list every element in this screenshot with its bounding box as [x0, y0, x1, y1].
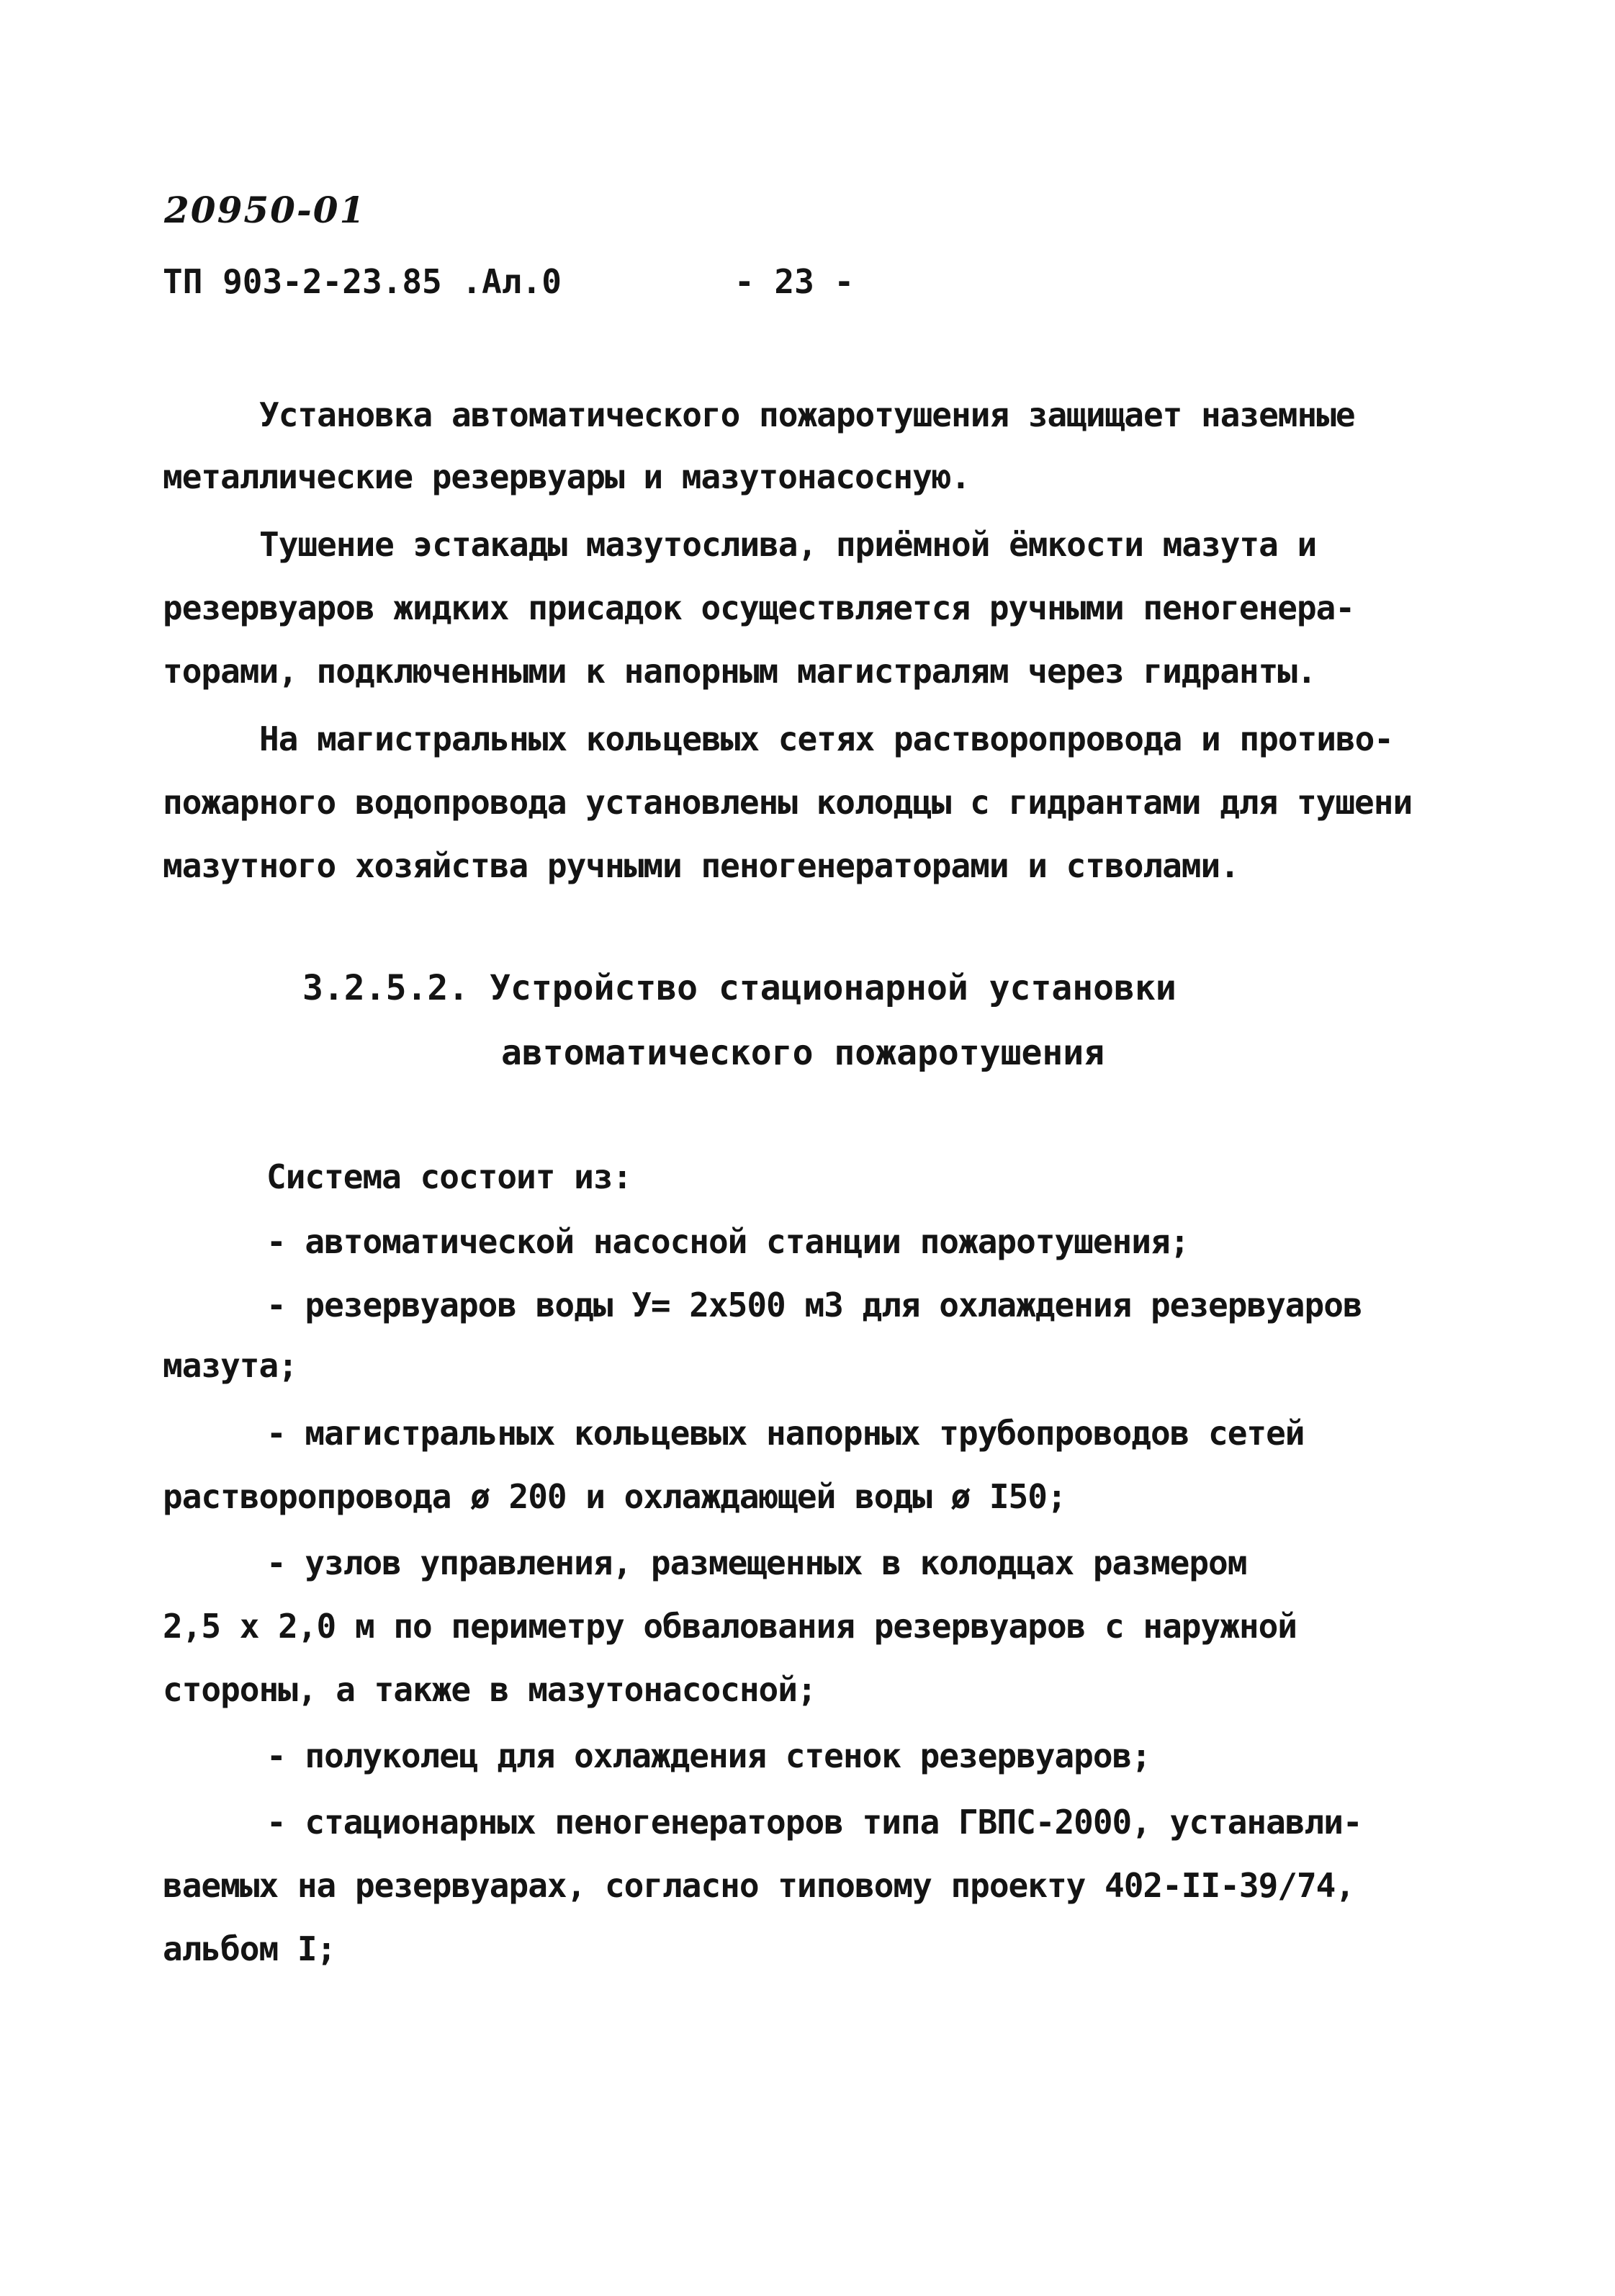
paragraph-1-line-2: металлические резервуары и мазутонасосную.: [163, 457, 971, 496]
paragraph-2-line-2: резервуаров жидких присадок осуществляется ручными пеногенера-: [163, 588, 1355, 627]
list-item: - магистральных кольцевых напорных трубопроводов сетей: [266, 1414, 1305, 1453]
page-number: - 23 -: [734, 262, 855, 301]
list-item: - автоматической насосной станции пожаротушения;: [266, 1222, 1189, 1261]
list-intro: Система состоит из:: [266, 1157, 632, 1196]
list-item: - стационарных пеногенераторов типа ГВПС-2000, устанавли-: [266, 1803, 1362, 1842]
paragraph-1-line-1: Установка автоматического пожаротушения защищает наземные: [259, 395, 1355, 434]
list-item-continuation: стороны, а также в мазутонасосной;: [163, 1670, 817, 1709]
list-item-continuation: ваемых на резервуарах, согласно типовому проекту 402-II-39/74,: [163, 1866, 1355, 1905]
handwritten-archive-number: 20950-01: [164, 189, 366, 231]
paragraph-2-line-1: Тушение эстакады мазутослива, приёмной ёмкости мазута и: [259, 525, 1317, 564]
section-heading-line-2: автоматического пожаротушения: [501, 1033, 1105, 1073]
paragraph-3-line-3: мазутного хозяйства ручными пеногенераторами и стволами.: [163, 846, 1239, 885]
list-item: - полуколец для охлаждения стенок резервуаров;: [266, 1736, 1151, 1775]
paragraph-2-line-3: торами, подключенными к напорным магистралям через гидранты.: [163, 652, 1316, 691]
list-item-continuation: мазута;: [163, 1346, 297, 1385]
paragraph-3-line-1: На магистральных кольцевых сетях растворопровода и противо-: [259, 719, 1393, 758]
list-item-continuation: альбом I;: [163, 1929, 336, 1968]
paragraph-3-line-2: пожарного водопровода установлены колодцы с гидрантами для тушени: [163, 783, 1413, 822]
section-heading-line-1: 3.2.5.2. Устройство стационарной установки: [302, 968, 1177, 1008]
list-item: - узлов управления, размещенных в колодцах размером: [266, 1543, 1247, 1582]
list-item-continuation: растворопровода ø 200 и охлаждающей воды ø I50;: [163, 1477, 1066, 1516]
document-code: ТП 903-2-23.85 .Ал.0: [163, 262, 562, 301]
list-item: - резервуаров воды У= 2х500 м3 для охлаждения резервуаров: [266, 1286, 1362, 1324]
list-item-continuation: 2,5 х 2,0 м по периметру обвалования резервуаров с наружной: [163, 1607, 1297, 1646]
